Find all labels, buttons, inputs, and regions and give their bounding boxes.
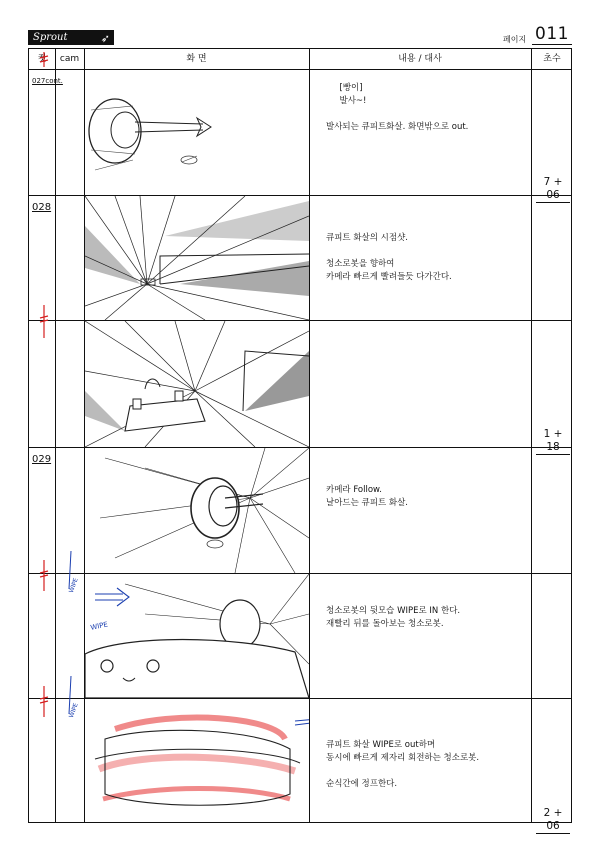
column-header-content: 내용 / 대사 <box>398 54 442 64</box>
cut-number: 028 <box>32 202 52 213</box>
storyboard-frame <box>85 196 309 320</box>
page-label: 페이지 <box>503 35 527 44</box>
duration-value: 2 + 06 <box>536 807 570 834</box>
storyboard-frame <box>85 699 309 824</box>
scene-description: 큐피트 화살의 시점샷. 청소로봇을 향하여 카메라 빠르게 빨려들듯 다가간다. <box>326 233 452 282</box>
scene-description: [빵이] 발사~! 발사되는 큐피트화살. 화면밖으로 out. <box>326 83 469 132</box>
storyboard-frame <box>85 70 309 195</box>
wipe-label: WIPE <box>89 620 109 632</box>
duration-value: 1 + 18 <box>536 428 570 455</box>
scene-description: 청소로봇의 뒷모습 WIPE로 IN 한다. 재빨리 뒤를 돌아보는 청소로봇. <box>326 606 461 629</box>
red-arrow-icon <box>37 304 51 340</box>
wipe-label: WIPE <box>67 577 80 594</box>
storyboard-frame <box>85 574 309 698</box>
studio-logo <box>28 30 114 45</box>
logo-text: Sprout <box>33 32 68 43</box>
column-header-cut: 컷 <box>37 54 47 64</box>
scene-description: 카메라 Follow. 날아드는 큐피트 화살. <box>326 485 409 508</box>
wipe-note <box>57 549 81 597</box>
red-arrow-icon <box>37 51 51 69</box>
column-header-screen: 화 면 <box>186 54 207 64</box>
red-arrow-icon <box>37 685 51 719</box>
page-number: 011 <box>532 24 572 45</box>
cut-number: 029 <box>32 454 52 465</box>
storyboard-frame <box>85 448 309 573</box>
red-arrow-icon <box>37 559 51 593</box>
cut-number: 027cont. <box>32 77 63 85</box>
column-header-duration: 초수 <box>543 54 561 64</box>
storyboard-frame <box>85 321 309 447</box>
duration-value: 7 + 06 <box>536 176 570 203</box>
bird-logo-icon: ➶ <box>100 32 110 45</box>
wipe-note <box>57 674 81 722</box>
wipe-label: WIPE <box>67 702 80 719</box>
storyboard-sheet <box>28 48 572 832</box>
column-header-cam: cam <box>59 54 80 64</box>
scene-description: 큐피트 화살 WIPE로 out하며 동시에 빠르게 제자리 회전하는 청소로봇. 순식간에 정프한다. <box>326 740 480 789</box>
